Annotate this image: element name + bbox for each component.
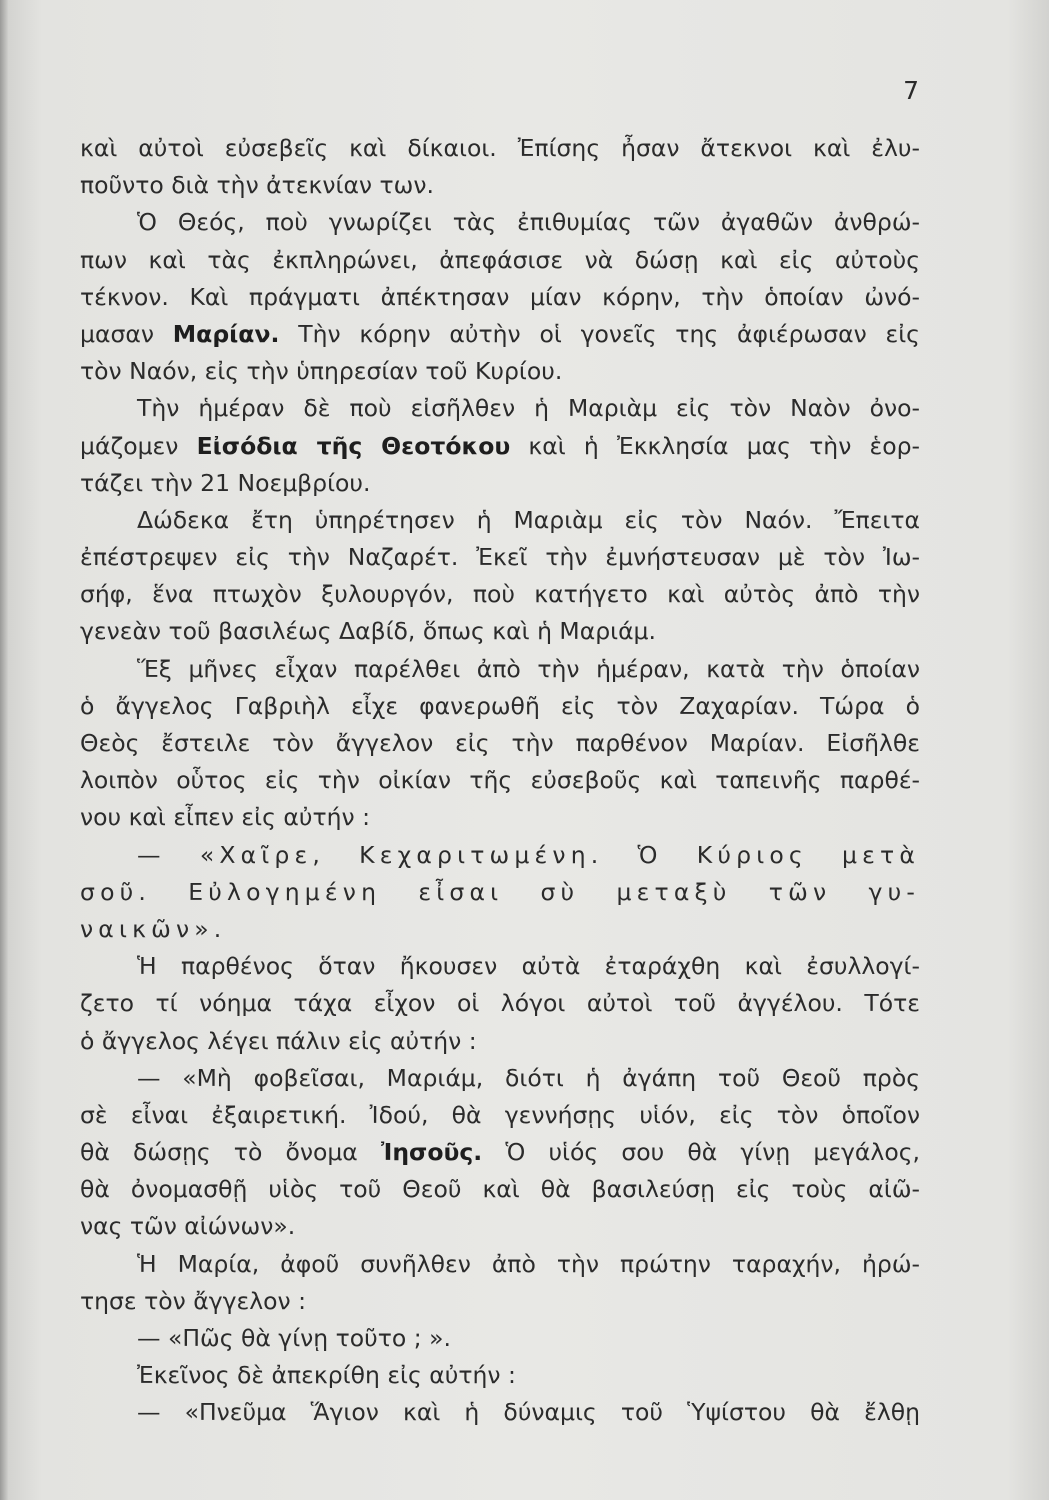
text-line: ζετο τί νόημα τάχα εἶχον οἱ λόγοι αὐτοὶ τοῦ ἀγγέλου. Τότε xyxy=(80,989,920,1018)
text-line: ἐπέστρεψεν εἰς τὴν Ναζαρέτ. Ἐκεῖ τὴν ἐμνήστευσαν μὲ τὸν Ἰω- xyxy=(80,543,920,572)
text-line xyxy=(80,428,920,465)
text-line: λοιπὸν οὗτος εἰς τὴν οἰκίαν τῆς εὐσεβοῦς καὶ ταπεινῆς παρθέ- xyxy=(80,766,920,795)
text-line xyxy=(80,316,920,353)
text-span: θὰ δώσῃς τὸ ὄνομα xyxy=(80,1138,358,1167)
text-line: Θεὸς ἔστειλε τὸν ἄγγελον εἰς τὴν παρθένον Μαρίαν. Εἰσῆλθε xyxy=(80,729,920,757)
text-line: ποῦντο διὰ τὴν ἀτεκνίαν των. xyxy=(80,171,434,200)
paragraph-start: Ἡ Μαρία, ἀφοῦ συνῆλθεν ἀπὸ τὴν πρώτην ταραχήν, ἠρώ- xyxy=(137,1249,920,1278)
angel-greeting-line: ναικῶν». xyxy=(80,914,227,943)
text-line: γενεὰν τοῦ βασιλέως Δαβίδ, ὅπως καὶ ἡ Μαριάμ. xyxy=(80,617,656,646)
text-line: θὰ ὀνομασθῇ υἱὸς τοῦ Θεοῦ καὶ θὰ βασιλεύσῃ εἰς τοὺς αἰῶ- xyxy=(80,1175,920,1204)
text-line: νου καὶ εἶπεν εἰς αὐτήν : xyxy=(80,803,370,832)
paragraph-start: Τὴν ἡμέραν δὲ ποὺ εἰσῆλθεν ἡ Μαριὰμ εἰς τὸν Ναὸν ὀνο- xyxy=(137,394,920,423)
emphasis-name-jesus: Ἰησοῦς. xyxy=(380,1138,483,1167)
text-line: πων καὶ τὰς ἐκπληρώνει, ἀπεφάσισε νὰ δώσῃ καὶ εἰς αὐτοὺς xyxy=(80,245,920,274)
dialogue-line: — «Μὴ φοβεῖσαι, Μαριάμ, διότι ἡ ἀγάπη τοῦ Θεοῦ πρὸς xyxy=(137,1063,920,1092)
text-line: τὸν Ναόν, εἰς τὴν ὑπηρεσίαν τοῦ Κυρίου. xyxy=(80,357,563,386)
text-line: τέκνον. Καὶ πράγματι ἀπέκτησαν μίαν κόρην, τὴν ὁποίαν ὠνό- xyxy=(80,282,920,311)
text-line: σὲ εἶναι ἐξαιρετική. Ἰδού, θὰ γεννήσῃς υἱόν, εἰς τὸν ὁποῖον xyxy=(80,1100,920,1129)
angel-greeting-line: σοῦ. Εὐλογημένη εἶσαι σὺ μεταξὺ τῶν γυ- xyxy=(80,877,920,906)
page-binding-edge xyxy=(0,0,8,1500)
text-line: ὁ ἄγγελος λέγει πάλιν εἰς αὐτήν : xyxy=(80,1026,477,1055)
body-text xyxy=(80,130,920,1432)
paragraph-start: Δώδεκα ἔτη ὑπηρέτησεν ἡ Μαριὰμ εἰς τὸν Ναόν. Ἔπειτα xyxy=(137,505,920,534)
emphasis-name-maria: Μαρίαν. xyxy=(172,319,280,348)
text-line: νας τῶν αἰώνων». xyxy=(80,1212,296,1241)
text-line: ὁ ἄγγελος Γαβριὴλ εἶχε φανερωθῆ εἰς τὸν Ζαχαρίαν. Τώρα ὁ xyxy=(80,691,920,720)
angel-greeting-line: — «Χαῖρε, Κεχαριτωμένη. Ὁ Κύριος μετὰ xyxy=(137,840,920,869)
text-line: σήφ, ἕνα πτωχὸν ξυλουργόν, ποὺ κατήγετο καὶ αὐτὸς ἀπὸ τὴν xyxy=(80,580,920,609)
text-line: καὶ αὐτοὶ εὐσεβεῖς καὶ δίκαιοι. Ἐπίσης ἦσαν ἄτεκνοι καὶ ἐλυ- xyxy=(80,134,920,162)
paragraph-start: Ἐκεῖνος δὲ ἀπεκρίθη εἰς αὐτήν : xyxy=(137,1361,516,1390)
text-span: μασαν xyxy=(80,319,154,348)
text-line: τησε τὸν ἄγγελον : xyxy=(80,1286,307,1315)
paragraph-start: Ἕξ μῆνες εἶχαν παρέλθει ἀπὸ τὴν ἡμέραν, κατὰ τὴν ὁποίαν xyxy=(137,654,920,683)
text-span: καὶ ἡ Ἐκκλησία μας τὴν ἑορ- xyxy=(528,431,920,460)
text-span: μάζομεν xyxy=(80,431,179,460)
dialogue-line: — «Πνεῦμα Ἅγιον καὶ ἡ δύναμις τοῦ Ὑψίστου θὰ ἔλθῃ xyxy=(137,1398,920,1427)
paragraph-start: Ἡ παρθένος ὅταν ἤκουσεν αὐτὰ ἐταράχθη καὶ ἐσυλλογί- xyxy=(137,952,920,981)
emphasis-feast-name: Εἰσόδια τῆς Θεοτόκου xyxy=(196,431,511,460)
page-number: 7 xyxy=(903,76,919,105)
text-span: Ὁ υἱός σου θὰ γίνῃ μεγάλος, xyxy=(505,1138,920,1167)
dialogue-line: — «Πῶς θὰ γίνῃ τοῦτο ; ». xyxy=(137,1324,452,1352)
text-line xyxy=(80,1134,920,1171)
text-span: Τὴν κόρην αὐτὴν οἱ γονεῖς της ἀφιέρωσαν εἰς xyxy=(298,319,920,348)
paragraph-start: Ὁ Θεός, ποὺ γνωρίζει τὰς ἐπιθυμίας τῶν ἀγαθῶν ἀνθρώ- xyxy=(137,208,920,237)
text-line: τάζει τὴν 21 Νοεμβρίου. xyxy=(80,468,371,497)
